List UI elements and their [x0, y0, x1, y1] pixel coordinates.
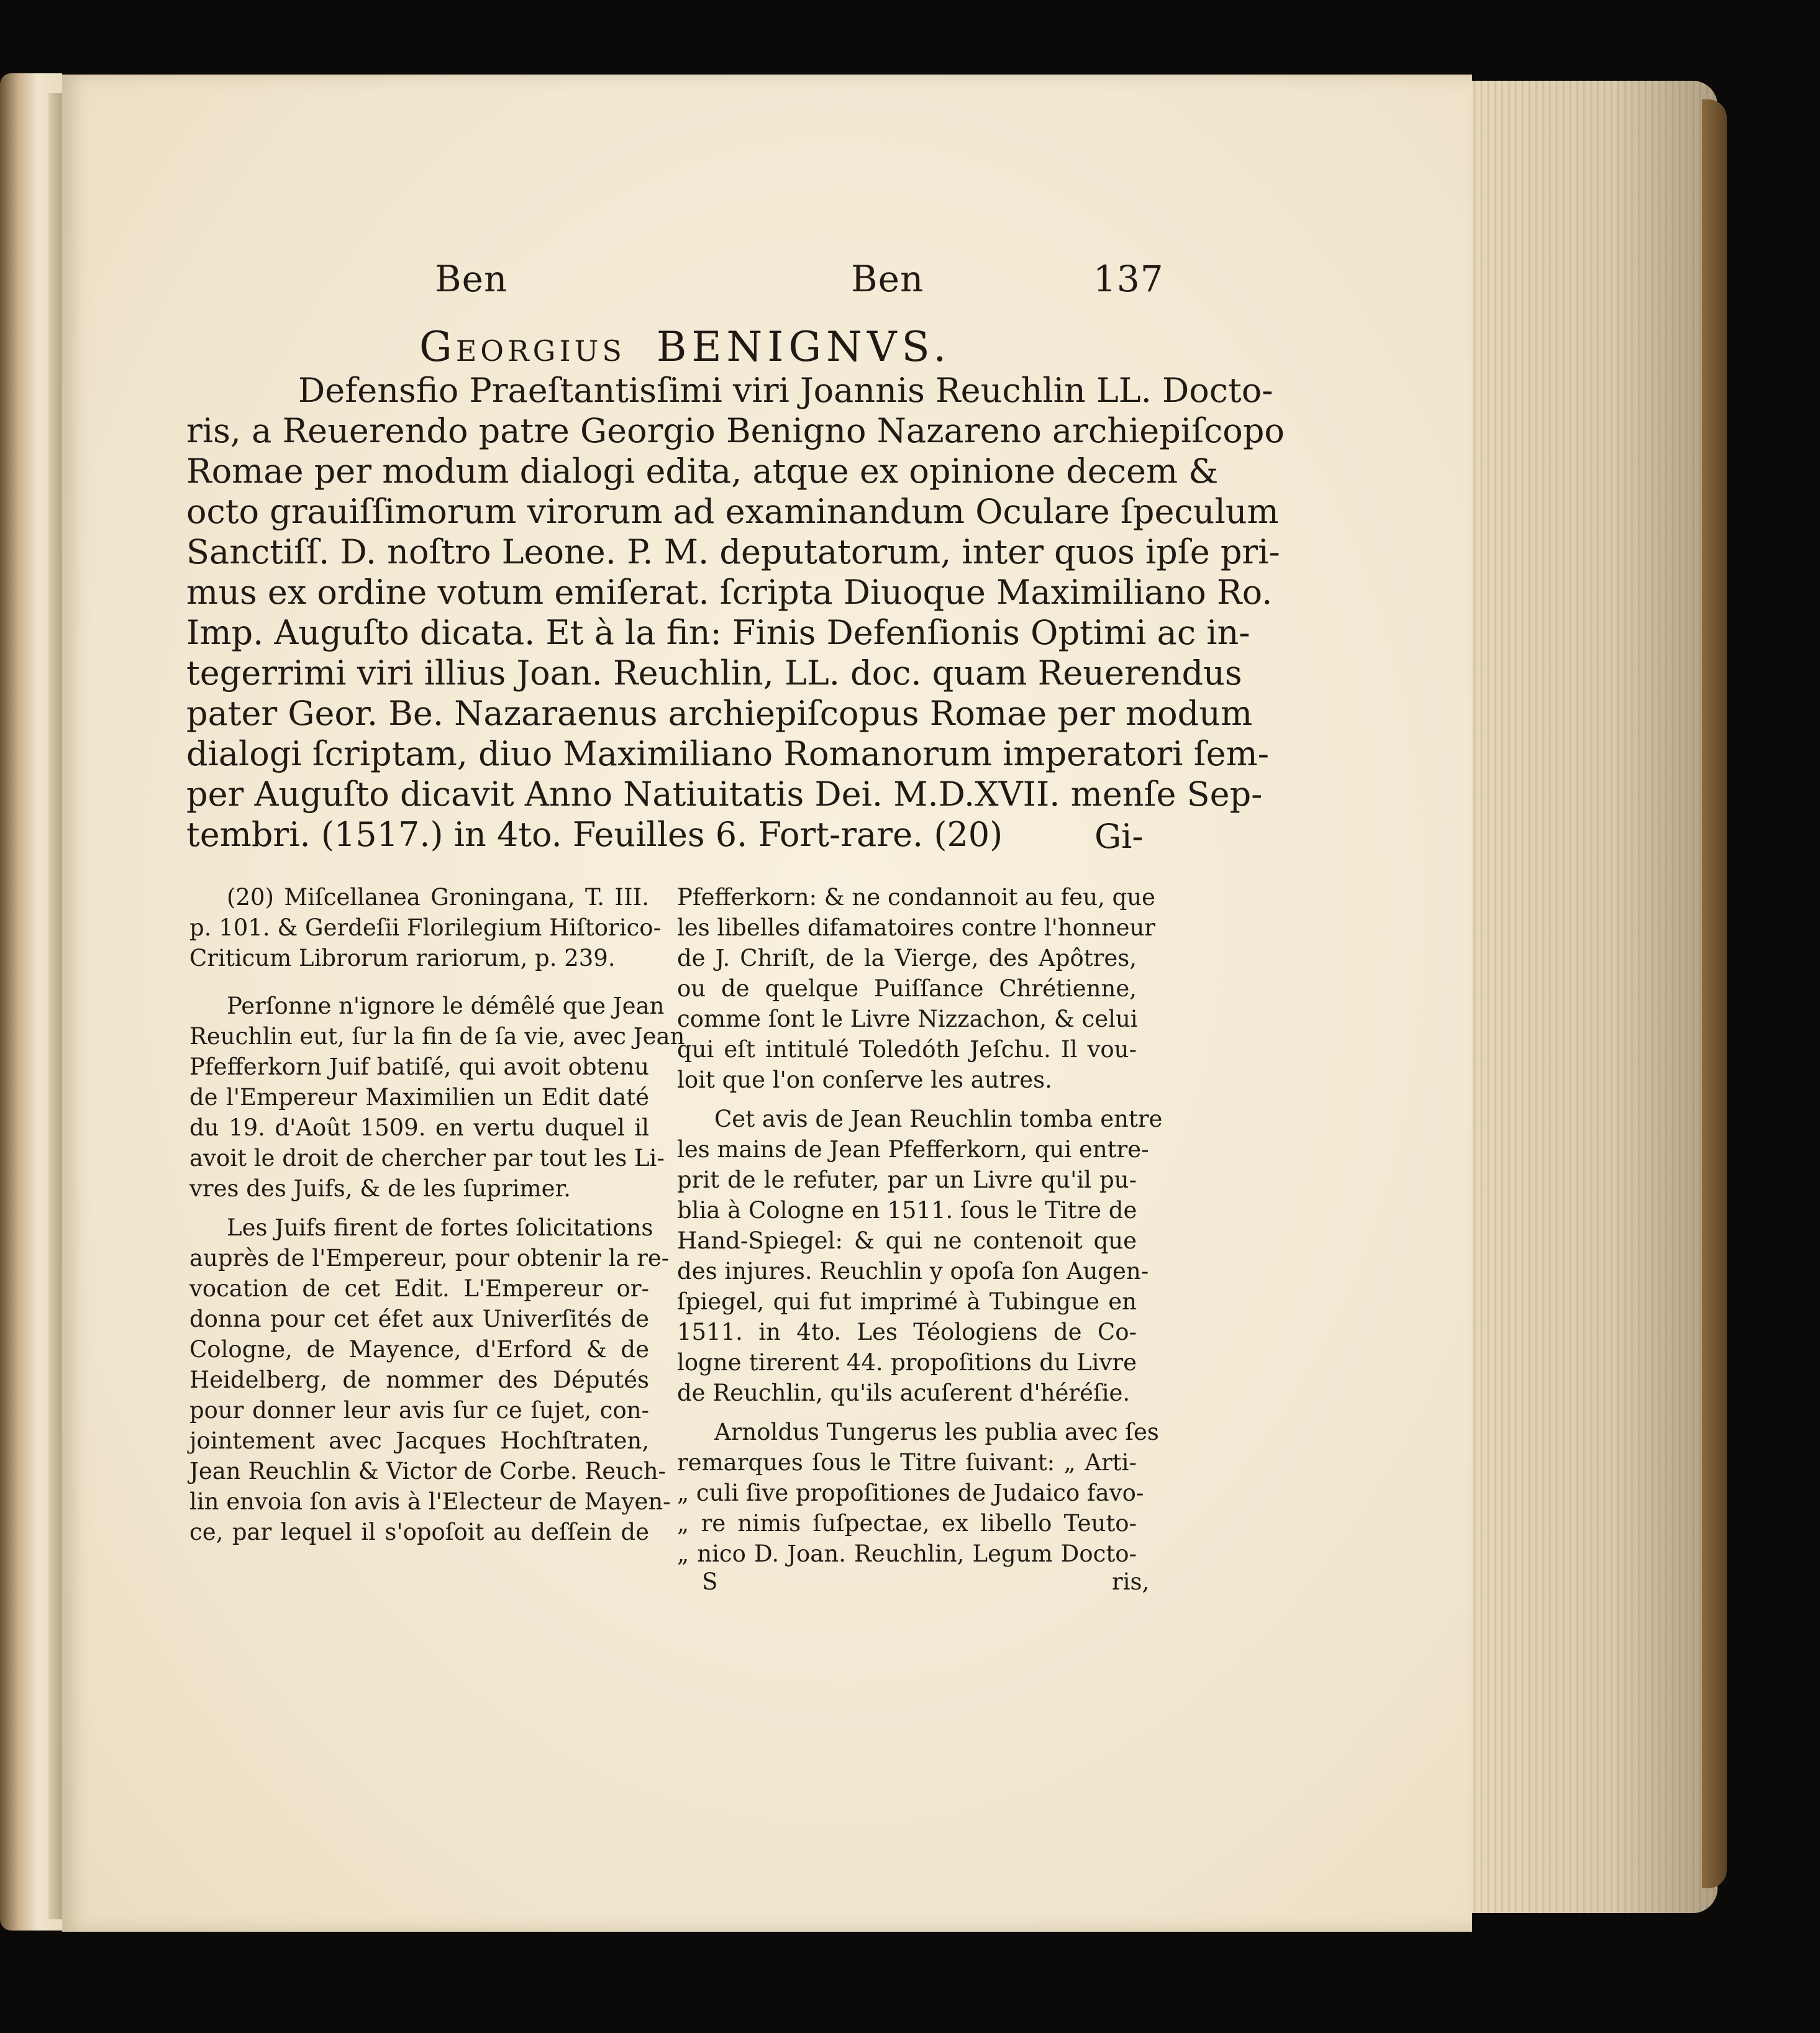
- paragraph-line: blia à Cologne en 1511. ſous le Titre de: [677, 1197, 1137, 1224]
- paragraph-line: remarques ſous le Titre ſuivant: „ Arti-: [677, 1449, 1137, 1476]
- paragraph-line: qui eſt intitulé Toledóth Jeſchu. Il vou-: [677, 1036, 1137, 1063]
- paragraph-line: lin envoia ſon avis à l'Electeur de Mayen-: [189, 1488, 671, 1515]
- signature-mark: S: [702, 1568, 718, 1595]
- main-entry-line: ris, a Reuerendo patre Georgio Benigno Nazareno archiepiſcopo: [186, 411, 1285, 450]
- paragraph-line: loit que l'on conſerve les autres.: [677, 1067, 1052, 1093]
- main-entry-line: pater Geor. Be. Nazaraenus archiepiſcopus Romae per modum: [186, 694, 1253, 733]
- book-cover-edge: [1702, 99, 1727, 1888]
- paragraph-line: prit de le refuter, par un Livre qu'il pu-: [677, 1167, 1137, 1193]
- main-entry-line: dialogi ſcriptam, diuo Maximiliano Romanorum imperatori ſem-: [186, 734, 1269, 773]
- paragraph-line: de l'Empereur Maximilien un Edit daté: [189, 1084, 649, 1111]
- paragraph-line: Heidelberg, de nommer des Députés: [189, 1367, 649, 1393]
- paragraph-line: des injures. Reuchlin y opoſa ſon Augen-: [677, 1258, 1149, 1285]
- entry-title: [419, 323, 951, 371]
- paragraph-line: ou de quelque Puiſſance Chrétienne,: [677, 975, 1137, 1002]
- running-head-center: Ben: [851, 258, 924, 300]
- paragraph-line: „ nico D. Joan. Reuchlin, Legum Docto-: [677, 1540, 1137, 1567]
- main-entry-line: Imp. Auguſto dicata. Et à la fin: Finis Defenſionis Optimi ac in-: [186, 613, 1250, 652]
- paragraph-line: comme ſont le Livre Nizzachon, & celui: [677, 1006, 1138, 1032]
- paragraph-line: Pfefferkorn: & ne condannoit au feu, que: [677, 884, 1155, 911]
- paragraph-line: Pfefferkorn Juif batiſé, qui avoit obtenu: [189, 1053, 649, 1080]
- main-entry-line: mus ex ordine votum emiſerat. ſcripta Diuoque Maximiliano Ro.: [186, 573, 1273, 612]
- main-entry-text: [186, 370, 1285, 855]
- paragraph-line: auprès de l'Empereur, pour obtenir la re-: [189, 1245, 670, 1271]
- page-number: 137: [1093, 258, 1164, 300]
- entry-title-surname: BENIGNVS.: [656, 323, 952, 371]
- paragraph-line: donna pour cet éfet aux Univerſités de: [189, 1306, 649, 1332]
- main-entry-line: Romae per modum dialogi edita, atque ex opinione decem &: [186, 452, 1219, 491]
- catchword-bottom: ris,: [1112, 1568, 1150, 1595]
- main-entry-line: per Auguſto dicavit Anno Natiuitatis Dei. M.D.XVII. menſe Sep-: [186, 775, 1263, 814]
- paragraph-line: logne tirerent 44. propoſitions du Livre: [677, 1349, 1137, 1376]
- paragraph-line: Jean Reuchlin & Victor de Corbe. Reuch-: [189, 1458, 667, 1485]
- paragraph-line: Arnoldus Tungerus les publia avec ſes: [714, 1419, 1159, 1445]
- right-column: [677, 882, 1163, 1569]
- paragraph-line: vocation de cet Edit. L'Empereur or-: [189, 1275, 649, 1302]
- running-head-left: Ben: [435, 258, 508, 300]
- footnote-line: (20) Miſcellanea Groningana, T. III.: [227, 884, 649, 911]
- paragraph-line: du 19. d'Août 1509. en vertu duquel il: [189, 1114, 649, 1141]
- paragraph-line: Reuchlin eut, ſur la fin de ſa vie, avec Jean: [189, 1023, 685, 1050]
- paragraph-line: 1511. in 4to. Les Téologiens de Co-: [677, 1319, 1137, 1345]
- paragraph-line: jointement avec Jacques Hochſtraten,: [189, 1427, 649, 1454]
- footnote-line: p. 101. & Gerdeſii Florilegium Hiſtorico-: [189, 914, 662, 941]
- footnote-line: Criticum Librorum rariorum, p. 239.: [189, 945, 616, 971]
- paragraph-line: de J. Chriſt, de la Vierge, des Apôtres,: [677, 945, 1137, 971]
- paragraph-line: „ re nimis ſuſpectae, ex libello Teuto-: [677, 1510, 1137, 1537]
- paragraph-line: „ culi ſive propoſitiones de Judaico favo-: [677, 1480, 1144, 1506]
- paragraph-line: Cet avis de Jean Reuchlin tomba entre: [714, 1106, 1163, 1132]
- main-entry-line: tegerrimi viri illius Joan. Reuchlin, LL. doc. quam Reuerendus: [186, 653, 1242, 693]
- paragraph-line: avoit le droit de chercher par tout les Li-: [189, 1145, 665, 1171]
- paragraph-line: les libelles difamatoires contre l'honneur: [677, 914, 1155, 941]
- paragraph-line: Hand-Spiegel: & qui ne contenoit que: [677, 1227, 1137, 1254]
- paragraph-line: ſpiegel, qui fut imprimé à Tubingue en: [677, 1288, 1137, 1315]
- paragraph-line: de Reuchlin, qu'ils acuſerent d'héréſie.: [677, 1380, 1131, 1406]
- paragraph-line: Les Juifs firent de fortes ſolicitations: [227, 1214, 653, 1241]
- paragraph-line: pour donner leur avis ſur ce ſujet, con-: [189, 1397, 649, 1424]
- paragraph-line: Cologne, de Mayence, d'Erford & de: [189, 1336, 649, 1363]
- main-entry-line: Defensfio Praeſtantisſimi viri Joannis Reuchlin LL. Docto-: [298, 371, 1273, 410]
- main-entry-line: octo grauiſſimorum virorum ad examinandum Oculare ſpeculum: [186, 492, 1279, 531]
- paragraph-line: ce, par lequel il s'opoſoit au deſſein de: [189, 1519, 649, 1545]
- entry-title-first-name: Georgius: [419, 323, 626, 371]
- catchword-top: Gi-: [1094, 817, 1144, 856]
- paragraph-line: les mains de Jean Pfefferkorn, qui entre-: [677, 1136, 1149, 1163]
- page-block-shadow: [1457, 81, 1718, 1913]
- main-entry-line: tembri. (1517.) in 4to. Feuilles 6. Fort-rare. (20): [186, 815, 1003, 854]
- paragraph-line: Perſonne n'ignore le démêlé que Jean: [227, 993, 665, 1019]
- main-entry-line: Sanctiſſ. D. noſtro Leone. P. M. deputatorum, inter quos ipſe pri-: [186, 532, 1280, 571]
- left-column: [189, 882, 685, 1547]
- paragraph-line: vres des Juifs, & de les ſuprimer.: [189, 1175, 571, 1202]
